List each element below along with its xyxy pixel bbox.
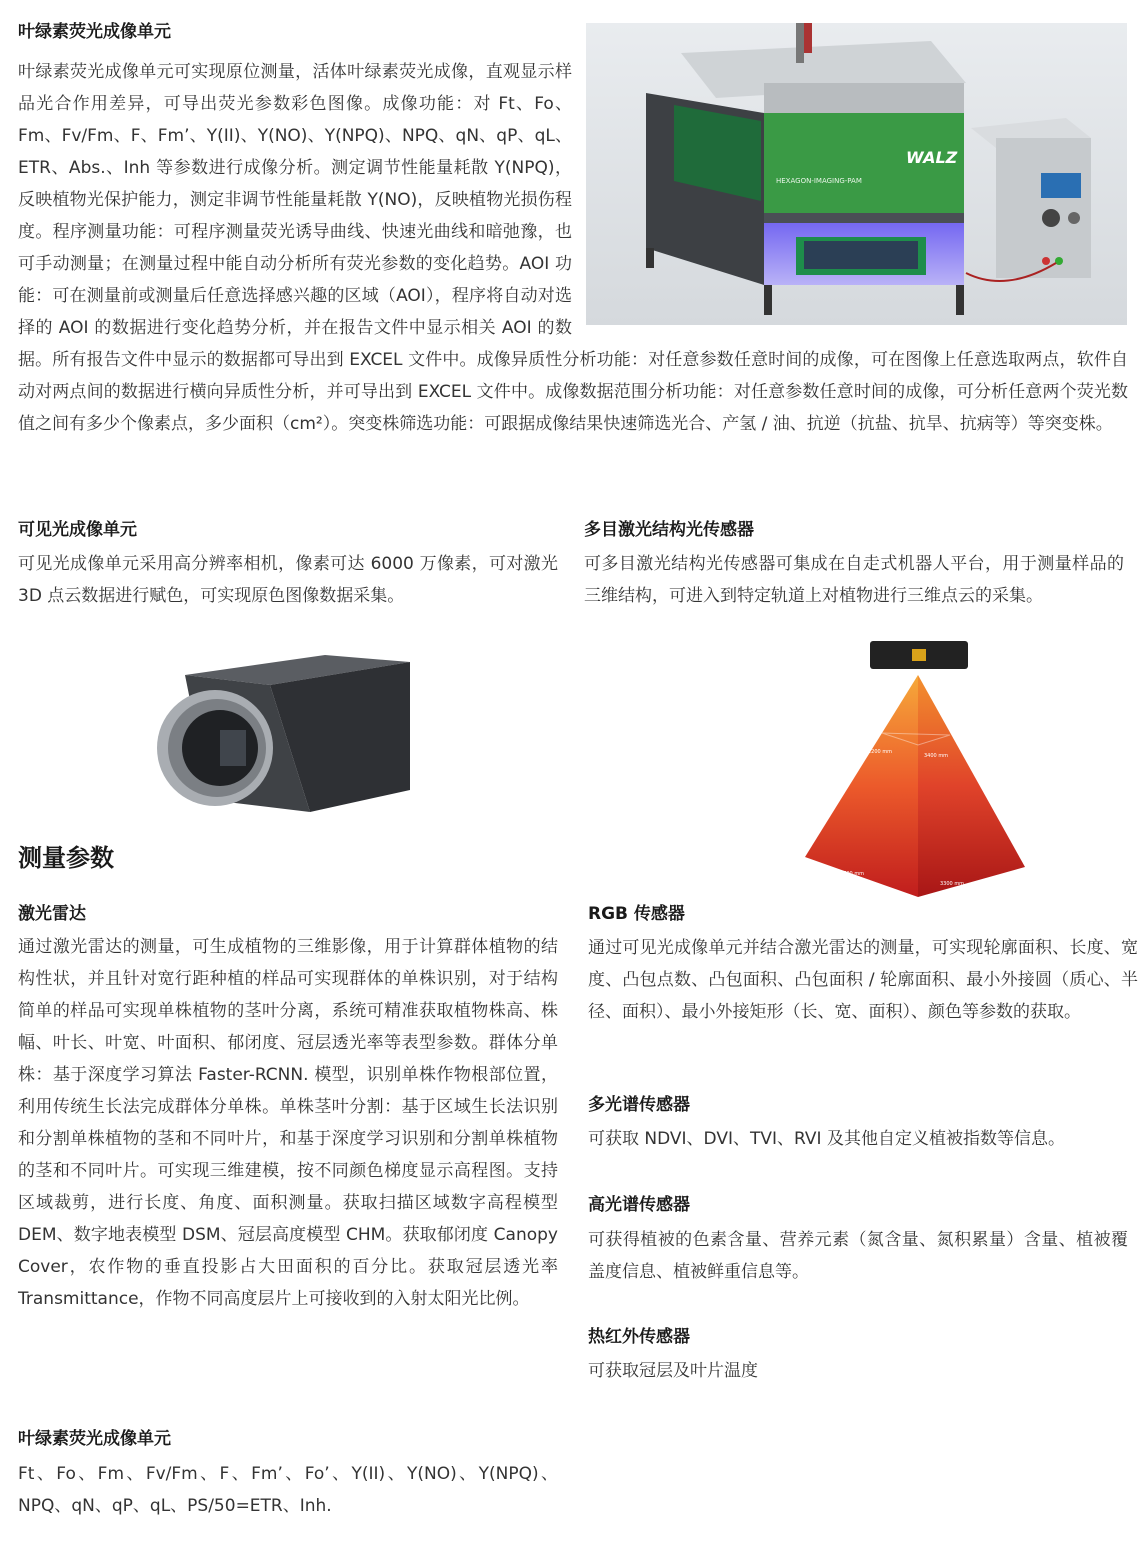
- rgb-sensor-description: 通过可见光成像单元并结合激光雷达的测量，可实现轮廓面积、长度、宽度、凸包点数、凸包面积、凸包面积 / 轮廓面积、最小外接圆（质心、半径、面积）、最小外接矩形（长、宽、面积）、颜色等参数的获取。: [588, 938, 1138, 1022]
- rgb-sensor-title: RGB 传感器: [588, 904, 685, 924]
- laser3d-sensor-description: 可多目激光结构光传感器可集成在自走式机器人平台，用于测量样品的三维结构，可进入到特定轨道上对植物进行三维点云的采集。: [584, 554, 1124, 606]
- chlorophyll-unit-description: 叶绿素荧光成像单元可实现原位测量，活体叶绿素荧光成像，直观显示样品光合作用差异，可导出荧光参数彩色图像。成像功能：对 Ft、Fo、Fm、Fv/Fm、F、Fm’、Y(II)、Y(NO)、Y(NPQ)、NPQ、qN、qP、qL、ETR、Abs.、Inh 等参数进行成像分析。测定调节性能量耗散 Y(NPQ)，反映植物光保护能力，测定非调节性能量耗散 Y(NO)，反映植物光损伤程度。程序测量功能：可程序测量荧光诱导曲线、快速光曲线和暗弛豫，也可手动测量；在测量过程中能自动分析所有荧光参数的变化趋势。AOI 功能：可在测量前或测量后任意选择感兴趣的区域（AOI），程序将自动对选择的 AOI 的数据进行变化趋势分析，并在报告文件中显示相关 AOI 的数据。所有报告文件中显示的数据都可导出到 EXCEL 文件中。成像异质性分析功能：对任意参数任意时间的成像，可在图像上任意选取两点，软件自动对两点间的数据进行横向异质性分析，并可导出到 EXCEL 文件中。成像数据范围分析功能：对任意参数任意时间的成像，可分析任意两个荧光数值之间有多少个像素点，多少面积（cm²）。突变株筛选功能：可跟据成像结果快速筛选光合、产氢 / 油、抗逆（抗盐、抗旱、抗病等）等突变株。: [18, 62, 1128, 434]
- laser3d-sensor-title: 多目激光结构光传感器: [584, 520, 754, 540]
- chlorophyll-unit-title: 叶绿素荧光成像单元: [18, 22, 171, 42]
- hyperspectral-sensor-description: 可获得植被的色素含量、营养元素（氮含量、氮积累量）含量、植被覆盖度信息、植被鲜重信息等。: [588, 1230, 1128, 1282]
- laser-scan-pyramid-diagram: [800, 635, 1030, 900]
- lidar-description: 通过激光雷达的测量，可生成植物的三维影像，用于计算群体植物的结构性状，并且针对宽行距种植的样品可实现群体的单株识别，对于结构简单的样品可实现单株植物的茎叶分离，系统可精准获取植物株高、株幅、叶长、叶宽、叶面积、郁闭度、冠层透光率等表型参数。群体分单株：基于深度学习算法 Faster-RCNN. 模型，识别单株作物根部位置，利用传统生长法完成群体分单株。单株茎叶分割：基于区域生长法识别和分割单株植物的茎和不同叶片，和基于深度学习识别和分割单株植物的茎和不同叶片。可实现三维建模，按不同颜色梯度显示高程图。支持区域裁剪，进行长度、角度、面积测量。获取扫描区域数字高程模型 DEM、数字地表模型 DSM、冠层高度模型 CHM。获取郁闭度 Canopy Cover，农作物的垂直投影占大田面积的百分比。获取冠层透光率 Transmittance，作物不同高度层片上可接收到的入射太阳光比例。: [18, 937, 558, 1309]
- lidar-title: 激光雷达: [18, 904, 86, 924]
- hyperspectral-sensor-title: 高光谱传感器: [588, 1195, 690, 1215]
- dim-label-3: 2700 mm: [840, 871, 865, 877]
- model-label: HEXAGON-IMAGING-PAM: [776, 177, 862, 185]
- visible-unit-description: 可见光成像单元采用高分辨率相机，像素可达 6000 万像素，可对激光 3D 点云数据进行赋色，可实现原色图像数据采集。: [18, 554, 558, 606]
- visible-unit-title: 可见光成像单元: [18, 520, 137, 540]
- industrial-camera-image: [150, 640, 418, 820]
- dim-label-4: 3300 mm: [940, 881, 965, 887]
- dim-label-1: 2200 mm: [868, 749, 893, 755]
- multispectral-sensor-description: 可获取 NDVI、DVI、TVI、RVI 及其他自定义植被指数等信息。: [588, 1129, 1065, 1149]
- walz-logo: WALZ: [906, 148, 958, 167]
- fluorescence-imager-photo: [586, 23, 1127, 325]
- chlorophyll-params-list: Ft、Fo、Fm、Fv/Fm、F、Fm’、Fo’、Y(II)、Y(NO)、Y(NPQ)、NPQ、qN、qP、qL、PS/50=ETR、Inh.: [18, 1464, 558, 1516]
- multispectral-sensor-title: 多光谱传感器: [588, 1095, 690, 1115]
- measurement-params-heading: 测量参数: [18, 844, 114, 872]
- dim-label-2: 3400 mm: [924, 753, 949, 759]
- chlorophyll-params-title: 叶绿素荧光成像单元: [18, 1429, 171, 1449]
- thermal-sensor-description: 可获取冠层及叶片温度: [588, 1361, 758, 1381]
- thermal-sensor-title: 热红外传感器: [588, 1327, 690, 1347]
